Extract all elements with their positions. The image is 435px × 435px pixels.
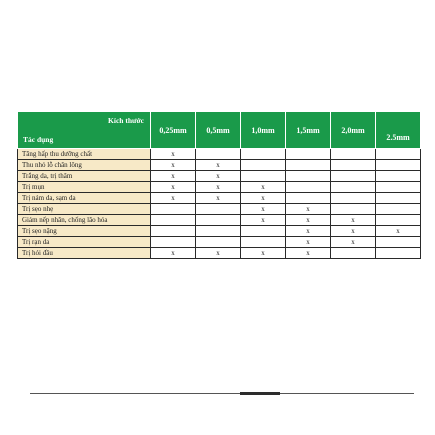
mark-cell [286,182,331,193]
mark-cell: x [286,237,331,248]
mark-cell [331,193,376,204]
effect-cell: Thu nhỏ lỗ chân lông [18,160,151,171]
effect-cell: Trị rạn da [18,237,151,248]
mark-cell [241,226,286,237]
mark-cell: x [331,215,376,226]
table-row [18,149,421,160]
mark-cell: x [151,160,196,171]
mark-cell [241,237,286,248]
mark-cell [151,226,196,237]
mark-cell [376,248,421,259]
mark-cell: x [241,215,286,226]
table-row [18,171,421,182]
mark-cell: x [196,182,241,193]
effect-cell: Trị hói đầu [18,248,151,259]
mark-cell [241,160,286,171]
mark-cell: x [241,182,286,193]
mark-cell: x [286,215,331,226]
size-header-1-5mm: 1,5mm [286,112,331,149]
mark-cell [376,215,421,226]
corner-header-cell [18,112,151,149]
spec-table-container [17,111,420,259]
mark-cell: x [241,248,286,259]
effect-header-label: Tác dụng [23,135,54,144]
mark-cell [196,215,241,226]
mark-cell [286,193,331,204]
mark-cell [331,160,376,171]
table-header-row [18,112,421,149]
effect-cell: Trị sẹo nhẹ [18,204,151,215]
mark-cell [151,204,196,215]
mark-cell [286,160,331,171]
mark-cell: x [151,193,196,204]
mark-cell [286,171,331,182]
table-row [18,215,421,226]
mark-cell: x [286,226,331,237]
effect-cell: Trị mụn [18,182,151,193]
mark-cell [196,204,241,215]
size-header-2-5mm: 2.5mm [376,112,421,149]
mark-cell: x [196,193,241,204]
size-header-0-25mm: 0,25mm [151,112,196,149]
mark-cell: x [151,149,196,160]
mark-cell: x [241,204,286,215]
size-header-0-5mm: 0,5mm [196,112,241,149]
mark-cell [376,204,421,215]
bottom-divider-accent [240,392,280,395]
mark-cell [241,171,286,182]
mark-cell [376,182,421,193]
mark-cell [376,149,421,160]
mark-cell [196,237,241,248]
mark-cell [376,237,421,248]
table-row [18,204,421,215]
mark-cell [286,149,331,160]
table-row [18,226,421,237]
mark-cell [331,149,376,160]
size-header-2-0mm: 2,0mm [331,112,376,149]
size-header-1-0mm: 1,0mm [241,112,286,149]
table-row [18,160,421,171]
mark-cell: x [331,226,376,237]
mark-cell [331,248,376,259]
mark-cell: x [286,248,331,259]
bottom-divider [30,393,414,394]
effect-cell: Trị nám da, sạm da [18,193,151,204]
effect-cell: Tăng hấp thu dưỡng chất [18,149,151,160]
mark-cell: x [331,237,376,248]
effect-cell: Trắng da, trị thâm [18,171,151,182]
mark-cell [151,237,196,248]
table-row [18,237,421,248]
mark-cell: x [151,171,196,182]
mark-cell [331,204,376,215]
mark-cell [151,215,196,226]
mark-cell [376,160,421,171]
mark-cell [196,226,241,237]
mark-cell: x [151,182,196,193]
effect-cell: Giảm nếp nhăn, chống lão hóa [18,215,151,226]
table-row [18,248,421,259]
size-effect-table [17,111,421,259]
mark-cell [376,193,421,204]
mark-cell [376,171,421,182]
size-header-label: Kích thước [108,116,144,125]
mark-cell: x [376,226,421,237]
mark-cell: x [151,248,196,259]
mark-cell [331,171,376,182]
mark-cell: x [241,193,286,204]
mark-cell: x [196,248,241,259]
mark-cell [331,182,376,193]
effect-cell: Trị sẹo nặng [18,226,151,237]
table-row [18,182,421,193]
mark-cell [241,149,286,160]
table-row [18,193,421,204]
mark-cell: x [196,171,241,182]
mark-cell: x [286,204,331,215]
mark-cell [196,149,241,160]
mark-cell: x [196,160,241,171]
